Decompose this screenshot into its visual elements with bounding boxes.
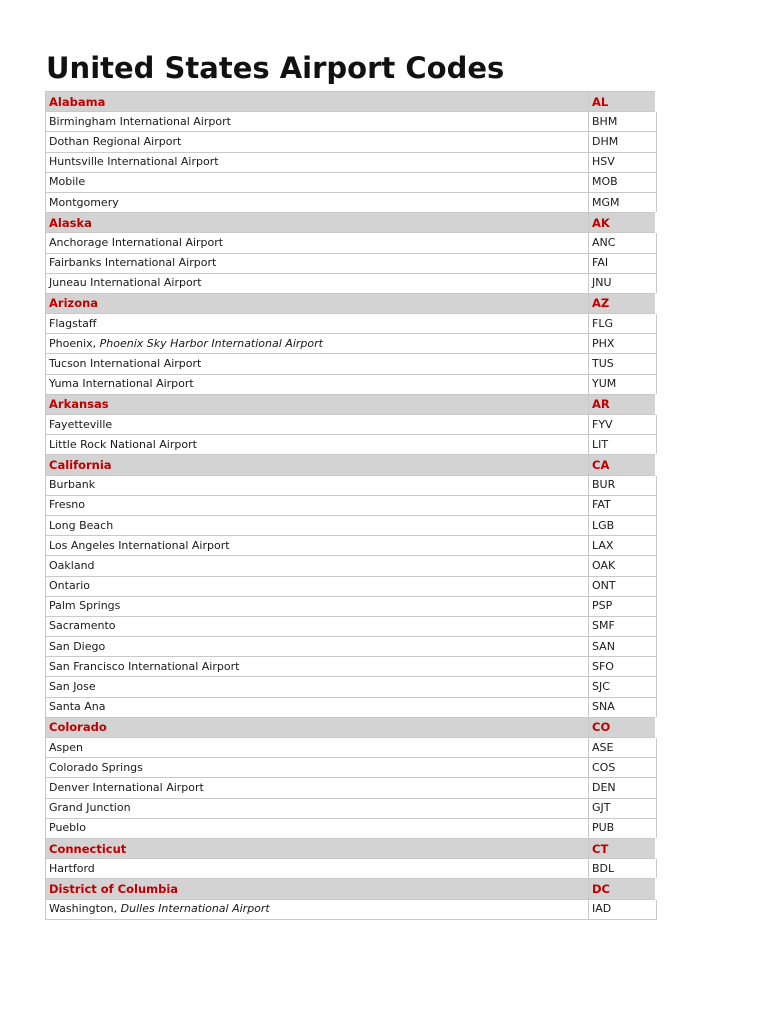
airport-name: Huntsville International Airport: [49, 155, 219, 169]
airport-name-cell: [46, 576, 589, 596]
table-row: [46, 435, 657, 455]
airport-name-cell: [46, 253, 589, 273]
airport-name: Phoenix,: [49, 336, 100, 350]
airport-code: BUR: [589, 475, 657, 495]
airport-code: IAD: [589, 899, 657, 919]
state-name: District of Columbia: [46, 879, 589, 899]
airport-code: FLG: [589, 314, 657, 334]
airport-official-name: Phoenix Sky Harbor International Airport: [99, 336, 323, 350]
airport-name-cell: [46, 334, 589, 354]
airport-code: MGM: [589, 192, 657, 212]
airport-name: Pueblo: [49, 821, 86, 835]
airport-code: TUS: [589, 354, 657, 374]
airport-official-name: Dulles International Airport: [120, 902, 270, 916]
airport-name: Anchorage International Airport: [49, 235, 224, 249]
airport-name-cell: [46, 112, 589, 132]
airport-name: Flagstaff: [49, 316, 97, 330]
airport-name-cell: [46, 374, 589, 394]
table-row: [46, 637, 657, 657]
state-code: CA: [589, 455, 657, 475]
airport-code: PUB: [589, 818, 657, 838]
table-row: [46, 354, 657, 374]
airport-name-cell: [46, 758, 589, 778]
table-row: [46, 192, 657, 212]
table-row: [46, 334, 657, 354]
airport-name: Denver International Airport: [49, 780, 204, 794]
table-row: [46, 616, 657, 636]
airport-name-cell: [46, 637, 589, 657]
table-row: [46, 798, 657, 818]
airport-code: YUM: [589, 374, 657, 394]
state-header-row: [46, 394, 657, 414]
state-name: Arizona: [46, 293, 589, 313]
state-name: California: [46, 455, 589, 475]
state-code: AR: [589, 394, 657, 414]
airport-name: Burbank: [49, 478, 96, 492]
state-code: AL: [589, 92, 657, 112]
table-row: [46, 314, 657, 334]
airport-code: PSP: [589, 596, 657, 616]
table-row: [46, 556, 657, 576]
state-code: CO: [589, 717, 657, 737]
airport-code: HSV: [589, 152, 657, 172]
airport-name-cell: [46, 515, 589, 535]
table-row: [46, 758, 657, 778]
state-code: CT: [589, 838, 657, 858]
airport-name-cell: [46, 677, 589, 697]
airport-code: SNA: [589, 697, 657, 717]
airport-code: PHX: [589, 334, 657, 354]
state-name: Colorado: [46, 717, 589, 737]
airport-code: BDL: [589, 859, 657, 879]
airport-name-cell: [46, 132, 589, 152]
airport-name-cell: [46, 475, 589, 495]
table-row: [46, 515, 657, 535]
airport-name: Colorado Springs: [49, 760, 143, 774]
table-row: [46, 677, 657, 697]
airport-code: GJT: [589, 798, 657, 818]
airport-code: COS: [589, 758, 657, 778]
airport-name: Aspen: [49, 740, 83, 754]
airport-code: FAI: [589, 253, 657, 273]
airport-name-cell: [46, 596, 589, 616]
airport-name: San Jose: [49, 680, 96, 694]
airport-name-cell: [46, 899, 589, 919]
table-row: [46, 132, 657, 152]
airport-name-cell: [46, 818, 589, 838]
state-header-row: [46, 717, 657, 737]
state-header-row: [46, 92, 657, 112]
airport-code: OAK: [589, 556, 657, 576]
state-name: Alabama: [46, 92, 589, 112]
airport-name: Fresno: [49, 498, 86, 512]
airport-code: JNU: [589, 273, 657, 293]
airport-name: Sacramento: [49, 619, 116, 633]
airport-name-cell: [46, 233, 589, 253]
table-row: [46, 576, 657, 596]
state-name: Arkansas: [46, 394, 589, 414]
state-header-row: [46, 879, 657, 899]
airport-name-cell: [46, 172, 589, 192]
airport-name: San Diego: [49, 639, 106, 653]
airport-name: San Francisco International Airport: [49, 659, 240, 673]
airport-name: Mobile: [49, 175, 86, 189]
table-row: [46, 495, 657, 515]
airport-name: Hartford: [49, 861, 95, 875]
airport-name: Fairbanks International Airport: [49, 256, 217, 270]
state-name: Connecticut: [46, 838, 589, 858]
airport-name: Birmingham International Airport: [49, 114, 231, 128]
airport-code: ANC: [589, 233, 657, 253]
table-row: [46, 415, 657, 435]
page-title: United States Airport Codes: [46, 51, 505, 85]
table-row: [46, 253, 657, 273]
airport-name: Fayetteville: [49, 417, 113, 431]
airport-name: Washington,: [49, 902, 121, 916]
airport-name-cell: [46, 697, 589, 717]
airport-code: ASE: [589, 738, 657, 758]
airport-code: DHM: [589, 132, 657, 152]
state-code: DC: [589, 879, 657, 899]
airport-code: SAN: [589, 637, 657, 657]
table-row: [46, 273, 657, 293]
table-row: [46, 374, 657, 394]
airport-code: LGB: [589, 515, 657, 535]
airport-name-cell: [46, 415, 589, 435]
state-name: Alaska: [46, 213, 589, 233]
table-row: [46, 859, 657, 879]
state-header-row: [46, 455, 657, 475]
airport-code: ONT: [589, 576, 657, 596]
airport-codes-table: [45, 91, 658, 920]
table-row: [46, 778, 657, 798]
airport-name-cell: [46, 556, 589, 576]
airport-name-cell: [46, 859, 589, 879]
airport-code: SFO: [589, 657, 657, 677]
airport-name: Santa Ana: [49, 700, 106, 714]
airport-name-cell: [46, 495, 589, 515]
table-row: [46, 112, 657, 132]
airport-codes-table-body: [46, 92, 657, 920]
airport-name: Tucson International Airport: [49, 357, 202, 371]
state-header-row: [46, 213, 657, 233]
airport-name: Little Rock National Airport: [49, 437, 197, 451]
airport-name-cell: [46, 738, 589, 758]
table-row: [46, 596, 657, 616]
airport-code: FAT: [589, 495, 657, 515]
airport-name: Long Beach: [49, 518, 114, 532]
airport-name-cell: [46, 798, 589, 818]
table-row: [46, 899, 657, 919]
airport-name-cell: [46, 616, 589, 636]
table-row: [46, 818, 657, 838]
table-row: [46, 172, 657, 192]
airport-code: MOB: [589, 172, 657, 192]
airport-code: BHM: [589, 112, 657, 132]
airport-name-cell: [46, 778, 589, 798]
airport-name: Oakland: [49, 558, 95, 572]
state-code: AZ: [589, 293, 657, 313]
state-code: AK: [589, 213, 657, 233]
table-row: [46, 233, 657, 253]
state-header-row: [46, 293, 657, 313]
table-row: [46, 475, 657, 495]
table-row: [46, 657, 657, 677]
airport-name-cell: [46, 536, 589, 556]
airport-code: LIT: [589, 435, 657, 455]
airport-name: Montgomery: [49, 195, 119, 209]
airport-name: Dothan Regional Airport: [49, 134, 182, 148]
airport-name: Juneau International Airport: [49, 276, 202, 290]
airport-name-cell: [46, 435, 589, 455]
airport-name-cell: [46, 273, 589, 293]
airport-name-cell: [46, 354, 589, 374]
airport-name-cell: [46, 152, 589, 172]
state-header-row: [46, 838, 657, 858]
airport-code: FYV: [589, 415, 657, 435]
airport-code: DEN: [589, 778, 657, 798]
airport-code: SJC: [589, 677, 657, 697]
table-row: [46, 697, 657, 717]
airport-name: Yuma International Airport: [49, 377, 194, 391]
table-row: [46, 738, 657, 758]
table-row: [46, 536, 657, 556]
airport-name-cell: [46, 657, 589, 677]
airport-code: LAX: [589, 536, 657, 556]
airport-name-cell: [46, 314, 589, 334]
airport-name: Grand Junction: [49, 801, 131, 815]
airport-name: Los Angeles International Airport: [49, 538, 230, 552]
airport-name: Palm Springs: [49, 599, 121, 613]
airport-code: SMF: [589, 616, 657, 636]
airport-name: Ontario: [49, 579, 90, 593]
airport-name-cell: [46, 192, 589, 212]
table-row: [46, 152, 657, 172]
